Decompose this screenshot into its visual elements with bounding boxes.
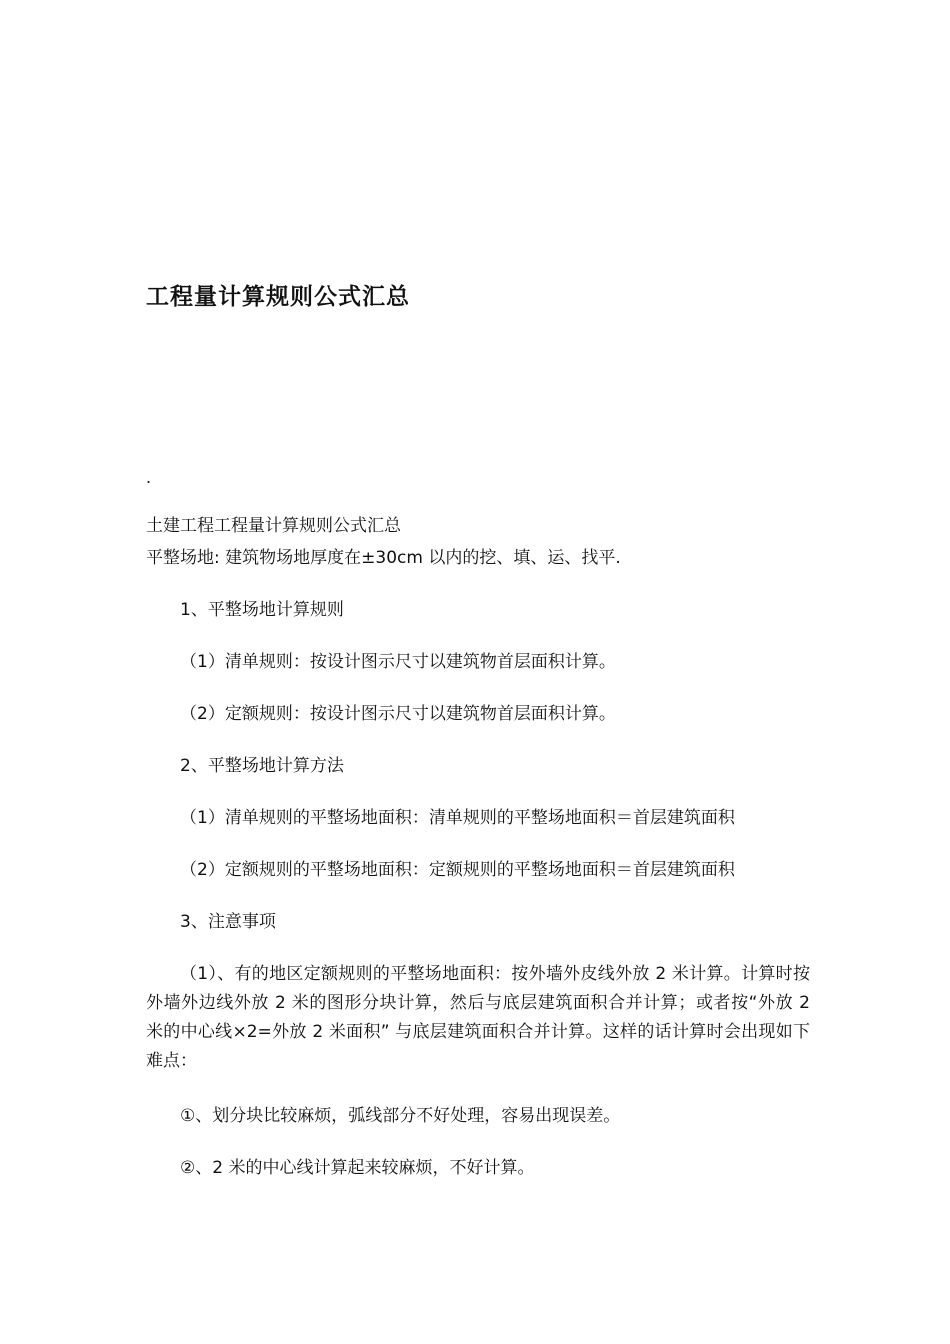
section-1-item-2: （2）定额规则：按设计图示尺寸以建筑物首层面积计算。: [180, 704, 616, 724]
document-subtitle: 土建工程工程量计算规则公式汇总: [146, 516, 401, 536]
definition-text: 平整场地: 建筑物场地厚度在±30cm 以内的挖、填、运、找平.: [146, 548, 621, 568]
section-2-item-1: （1）清单规则的平整场地面积：清单规则的平整场地面积＝首层建筑面积: [180, 808, 735, 828]
section-3-heading: 3、注意事项: [180, 912, 276, 932]
separator-dot: .: [146, 468, 152, 487]
section-1-item-1: （1）清单规则：按设计图示尺寸以建筑物首层面积计算。: [180, 652, 616, 672]
section-1-heading: 1、平整场地计算规则: [180, 600, 344, 620]
section-2-heading: 2、平整场地计算方法: [180, 756, 344, 776]
section-3-paragraph: （1）、有的地区定额规则的平整场地面积：按外墙外皮线外放 2 米计算。计算时按外墙外边线外放 2 米的图形分块计算，然后与底层建筑面积合并计算；或者按“外放 2 米的中心线×2=外放 2 米面积” 与底层建筑面积合并计算。这样的话计算时会出现如下难点：: [146, 964, 810, 1071]
document-title: 工程量计算规则公式汇总: [146, 284, 410, 310]
difficulty-item-2: ②、2 米的中心线计算起来较麻烦，不好计算。: [180, 1158, 535, 1178]
section-2-item-2: （2）定额规则的平整场地面积：定额规则的平整场地面积＝首层建筑面积: [180, 860, 735, 880]
difficulty-item-1: ①、划分块比较麻烦，弧线部分不好处理，容易出现误差。: [180, 1106, 621, 1126]
